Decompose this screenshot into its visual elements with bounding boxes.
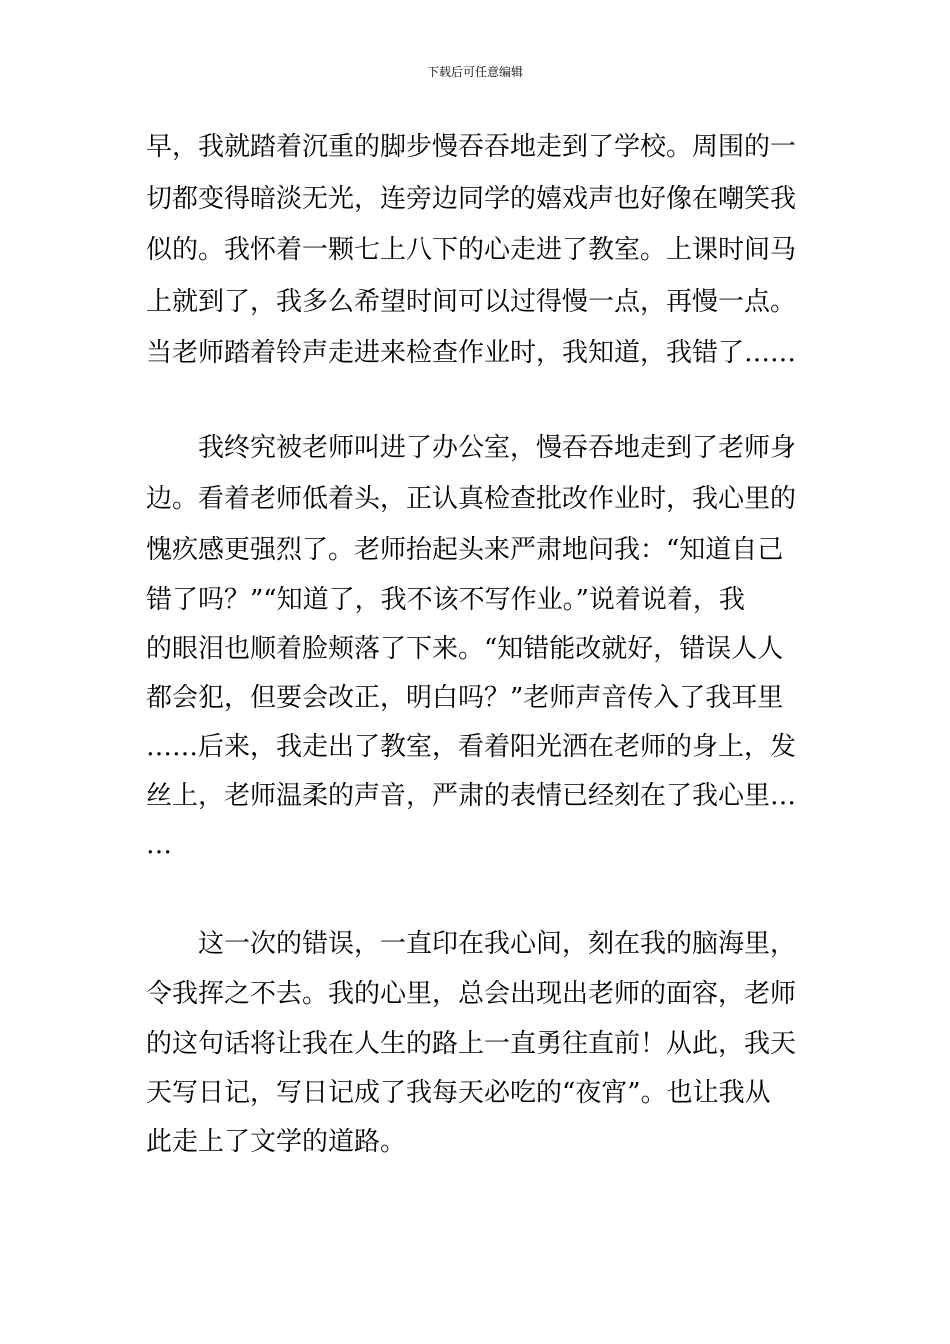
- paragraph-line: 令我挥之不去。我的心里，总会出现出老师的面容，老师: [146, 979, 797, 1009]
- paragraph-line: …: [146, 830, 172, 860]
- paragraph-line: 错了吗？”“知道了，我不该不写作业。”说着说着，我: [146, 585, 745, 615]
- paragraph-line: 早，我就踏着沉重的脚步慢吞吞地走到了学校。周围的一: [146, 132, 797, 162]
- paragraph-line: 此走上了文学的道路。: [146, 1127, 407, 1157]
- paragraph-line: 的这句话将让我在人生的路上一直勇往直前！从此，我天: [146, 1029, 797, 1059]
- paragraph-line: 似的。我怀着一颗七上八下的心走进了教室。上课时间马: [146, 235, 797, 265]
- paragraph-line: 上就到了，我多么希望时间可以过得慢一点，再慢一点。: [146, 287, 797, 317]
- paragraph-line: 都会犯，但要会改正，明白吗？”老师声音传入了我耳里: [146, 683, 784, 713]
- paragraph-line: 丝上，老师温柔的声音，严肃的表情已经刻在了我心里…: [146, 781, 797, 811]
- paragraph-line: 边。看着老师低着头，正认真检查批改作业时，我心里的: [146, 484, 797, 514]
- page-header: 下载后可任意编辑: [426, 65, 523, 79]
- paragraph-line: 这一次的错误，一直印在我心间，刻在我的脑海里，: [198, 929, 797, 959]
- paragraph-line: 愧疚感更强烈了。老师抬起头来严肃地问我：“知道自己: [146, 535, 784, 565]
- paragraph-line: 当老师踏着铃声走进来检查作业时，我知道，我错了……: [146, 338, 797, 368]
- paragraph-line: 天写日记，写日记成了我每天必吃的“夜宵”。也让我从: [146, 1078, 771, 1108]
- paragraph-line: 的眼泪也顺着脸颊落了下来。“知错能改就好，错误人人: [146, 634, 784, 664]
- paragraph-line: 我终究被老师叫进了办公室，慢吞吞地走到了老师身: [198, 433, 797, 463]
- paragraph-line: ……后来，我走出了教室，看着阳光洒在老师的身上，发: [146, 732, 797, 762]
- paragraph-line: 切都变得暗淡无光，连旁边同学的嬉戏声也好像在嘲笑我: [146, 184, 797, 214]
